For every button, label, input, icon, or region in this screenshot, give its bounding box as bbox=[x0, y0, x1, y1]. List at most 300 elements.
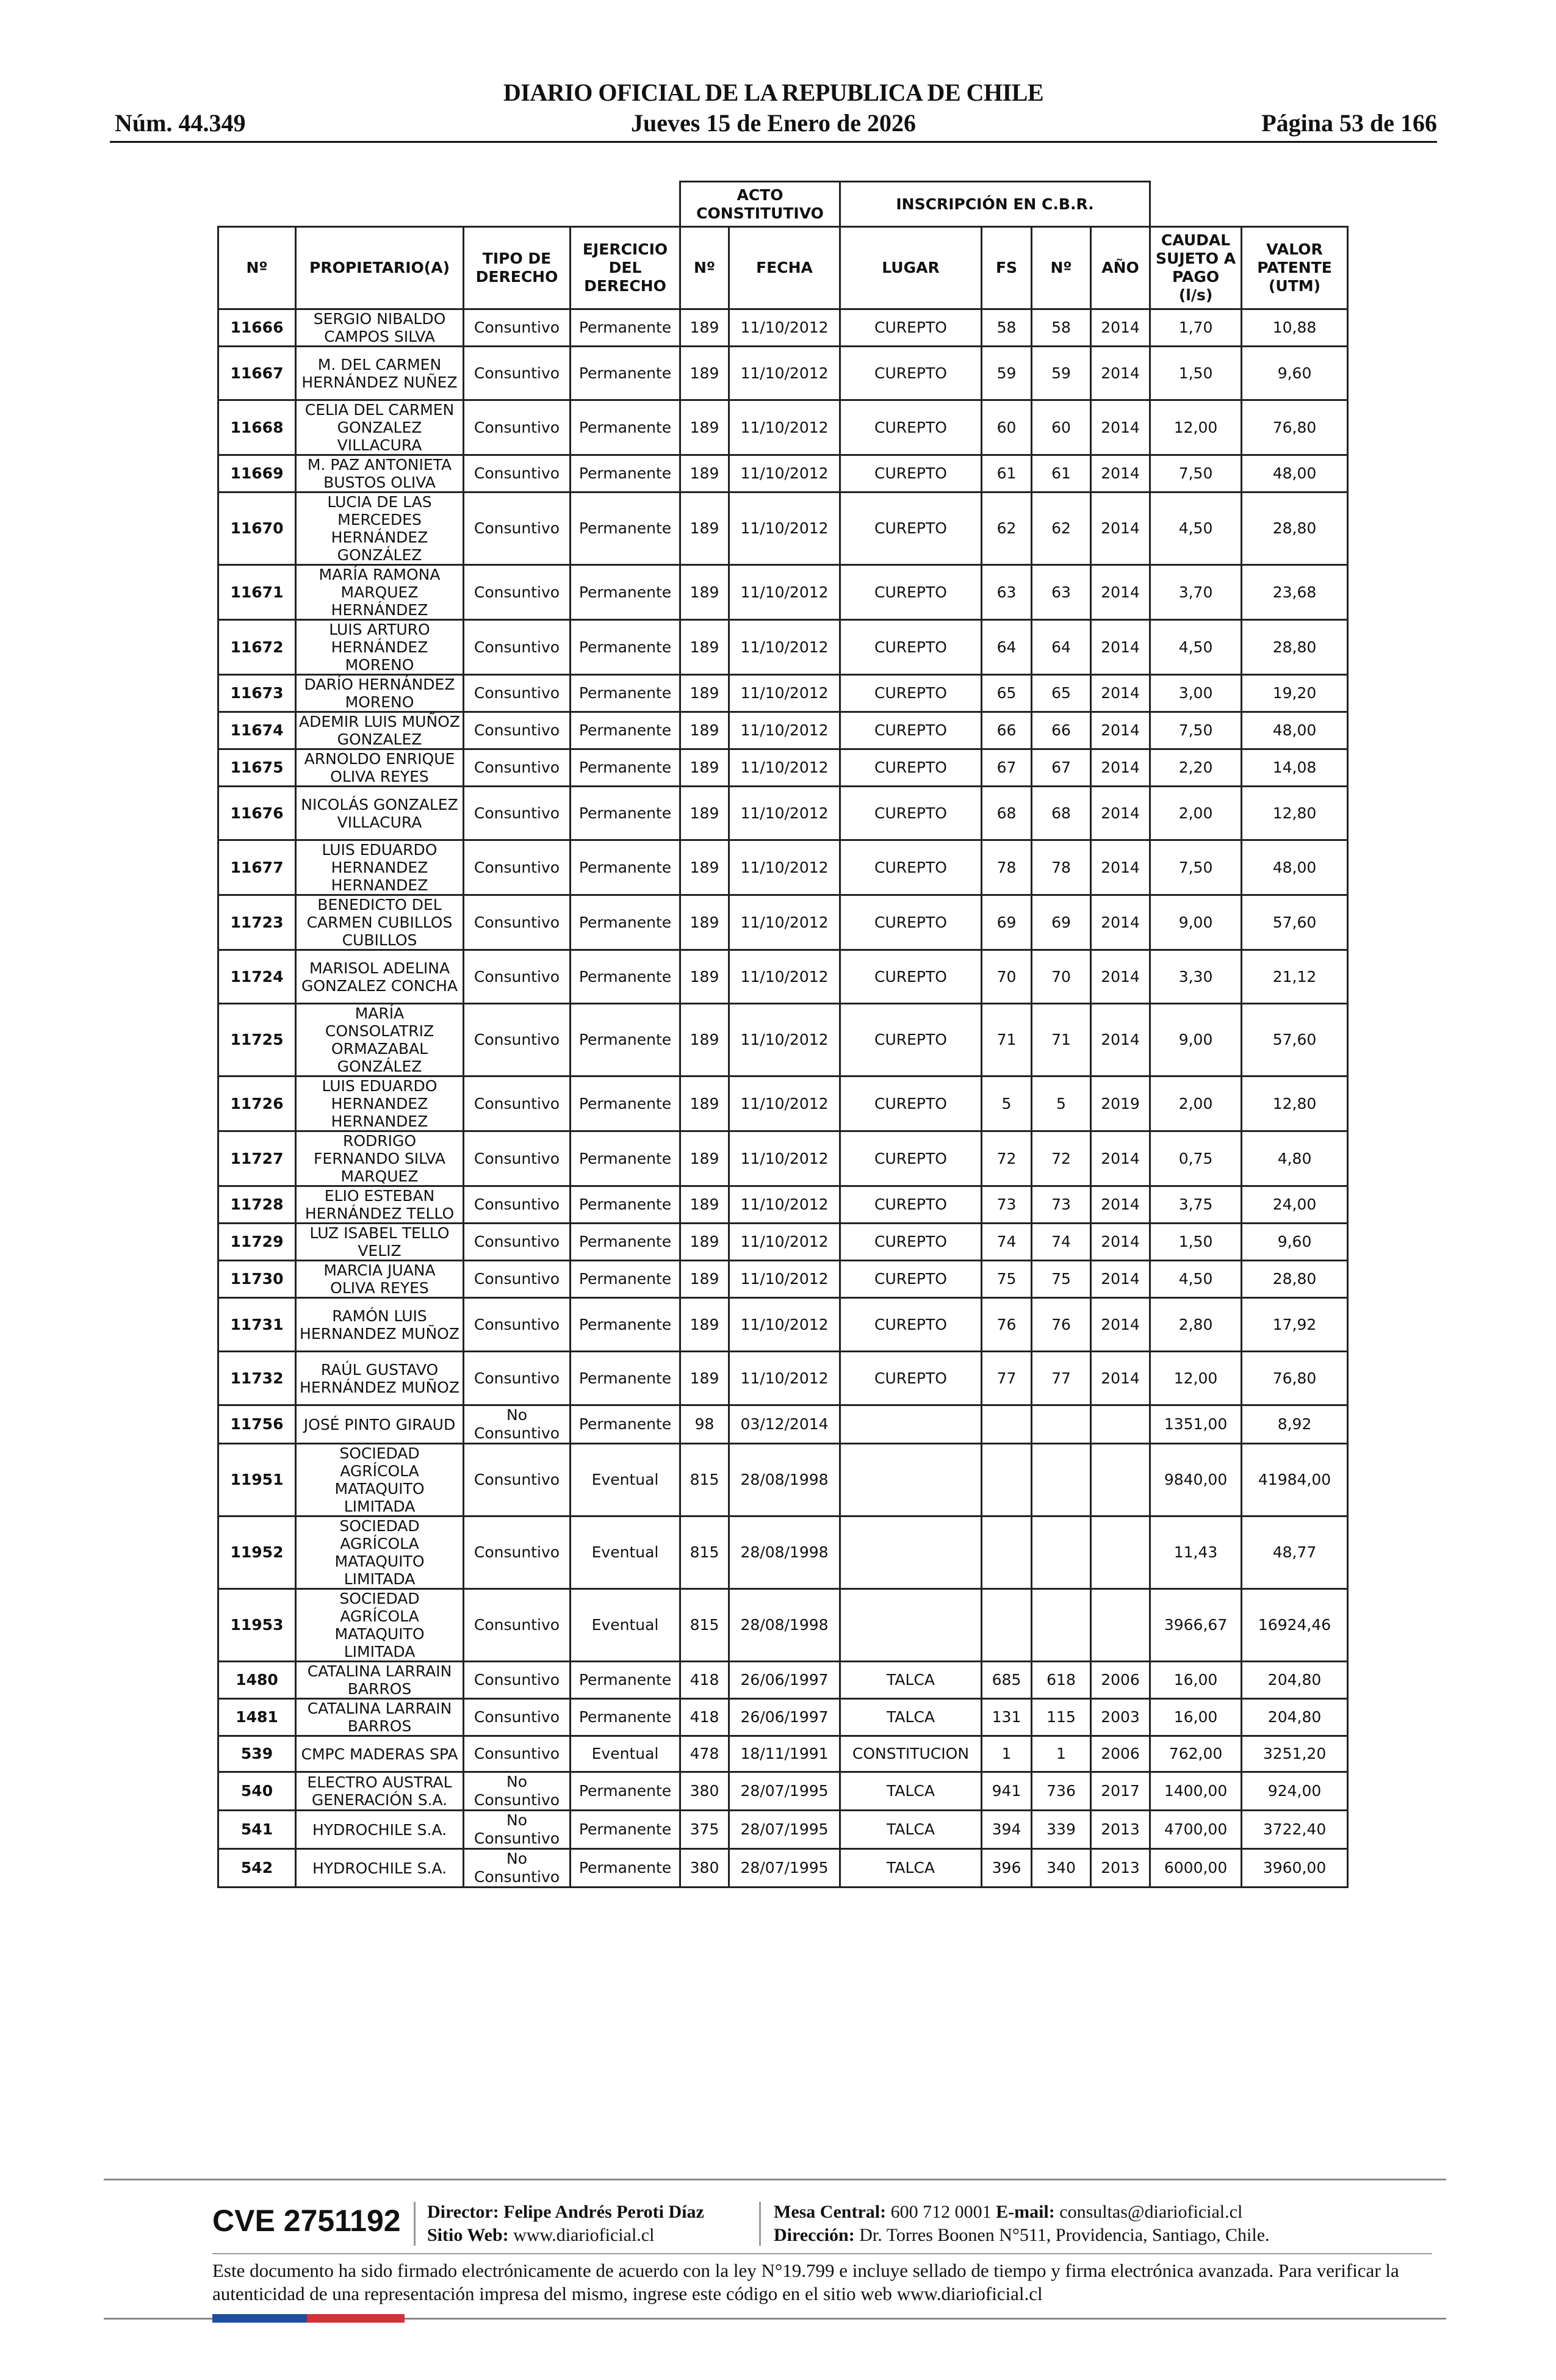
table-row bbox=[218, 1352, 1348, 1405]
cell-caudal: 16,00 bbox=[1150, 1662, 1242, 1699]
cell-fecha: 28/07/1995 bbox=[729, 1849, 840, 1888]
cell-anio: 2013 bbox=[1091, 1849, 1150, 1888]
cell-tipo: No Consuntivo bbox=[464, 1772, 571, 1811]
cell-lugar: CUREPTO bbox=[840, 895, 982, 950]
cell-tipo: Consuntivo bbox=[464, 787, 571, 840]
cell-fecha: 11/10/2012 bbox=[729, 1004, 840, 1076]
cell-lugar: CUREPTO bbox=[840, 1224, 982, 1261]
director-label: Director: bbox=[427, 2202, 499, 2222]
cell-acto-num: 189 bbox=[680, 749, 729, 787]
cell-caudal: 9840,00 bbox=[1150, 1444, 1242, 1516]
cell-anio: 2003 bbox=[1091, 1699, 1150, 1736]
cell-fs: 64 bbox=[982, 620, 1032, 675]
table-row bbox=[218, 1516, 1348, 1589]
cell-anio: 2014 bbox=[1091, 1186, 1150, 1224]
cell-ejercicio: Eventual bbox=[571, 1444, 680, 1516]
cell-fecha: 26/06/1997 bbox=[729, 1699, 840, 1736]
cell-ejercicio: Permanente bbox=[571, 1261, 680, 1298]
cell-tipo: Consuntivo bbox=[464, 1076, 571, 1131]
cell-ejercicio: Permanente bbox=[571, 1131, 680, 1186]
cell-propietario: NICOLÁS GONZALEZ VILLACURA bbox=[296, 787, 464, 840]
address-value: Dr. Torres Boonen N°511, Providencia, Santiago, Chile. bbox=[859, 2225, 1270, 2245]
cell-anio: 2019 bbox=[1091, 1076, 1150, 1131]
col-anio: AÑO bbox=[1091, 227, 1150, 309]
cell-ejercicio: Permanente bbox=[571, 565, 680, 620]
table-row bbox=[218, 1405, 1348, 1444]
cell-insc-num: 73 bbox=[1032, 1186, 1091, 1224]
cell-num: 11667 bbox=[218, 347, 296, 400]
cell-acto-num: 189 bbox=[680, 787, 729, 840]
cell-insc-num: 60 bbox=[1032, 400, 1091, 455]
cell-anio: 2014 bbox=[1091, 455, 1150, 492]
cell-fs: 60 bbox=[982, 400, 1032, 455]
cell-fs: 74 bbox=[982, 1224, 1032, 1261]
cell-anio: 2006 bbox=[1091, 1736, 1150, 1772]
cell-acto-num: 189 bbox=[680, 1004, 729, 1076]
cell-ejercicio: Permanente bbox=[571, 749, 680, 787]
cell-fecha: 11/10/2012 bbox=[729, 1076, 840, 1131]
cell-num: 11953 bbox=[218, 1589, 296, 1662]
cell-insc-num: 58 bbox=[1032, 309, 1091, 347]
cell-valor: 57,60 bbox=[1242, 895, 1348, 950]
cell-acto-num: 189 bbox=[680, 675, 729, 712]
cell-fecha: 11/10/2012 bbox=[729, 620, 840, 675]
cell-lugar: CUREPTO bbox=[840, 787, 982, 840]
cell-caudal: 1,70 bbox=[1150, 309, 1242, 347]
cell-num: 1481 bbox=[218, 1699, 296, 1736]
cell-fs: 65 bbox=[982, 675, 1032, 712]
cell-valor: 28,80 bbox=[1242, 620, 1348, 675]
cell-tipo: Consuntivo bbox=[464, 1444, 571, 1516]
cell-tipo: Consuntivo bbox=[464, 309, 571, 347]
cell-valor: 48,77 bbox=[1242, 1516, 1348, 1589]
cell-propietario: CATALINA LARRAIN BARROS bbox=[296, 1662, 464, 1699]
cell-tipo: No Consuntivo bbox=[464, 1811, 571, 1849]
cell-anio: 2014 bbox=[1091, 1004, 1150, 1076]
cell-fecha: 11/10/2012 bbox=[729, 400, 840, 455]
cell-lugar: CUREPTO bbox=[840, 1261, 982, 1298]
email-label: E-mail: bbox=[996, 2202, 1055, 2222]
cell-fs bbox=[982, 1444, 1032, 1516]
cell-propietario: MARCIA JUANA OLIVA REYES bbox=[296, 1261, 464, 1298]
cell-tipo: Consuntivo bbox=[464, 1699, 571, 1736]
cell-caudal: 2,20 bbox=[1150, 749, 1242, 787]
table-row bbox=[218, 840, 1348, 895]
cell-valor: 28,80 bbox=[1242, 1261, 1348, 1298]
table-row bbox=[218, 950, 1348, 1004]
cell-propietario: CMPC MADERAS SPA bbox=[296, 1736, 464, 1772]
cell-num: 542 bbox=[218, 1849, 296, 1888]
col-propietario: PROPIETARIO(A) bbox=[296, 227, 464, 309]
cell-insc-num bbox=[1032, 1405, 1091, 1444]
cell-acto-num: 189 bbox=[680, 1076, 729, 1131]
cell-fecha: 28/07/1995 bbox=[729, 1811, 840, 1849]
cell-anio: 2014 bbox=[1091, 1224, 1150, 1261]
cell-valor: 24,00 bbox=[1242, 1186, 1348, 1224]
cell-caudal: 16,00 bbox=[1150, 1699, 1242, 1736]
cell-valor: 21,12 bbox=[1242, 950, 1348, 1004]
cell-caudal: 4700,00 bbox=[1150, 1811, 1242, 1849]
cell-tipo: No Consuntivo bbox=[464, 1405, 571, 1444]
cell-tipo: Consuntivo bbox=[464, 1186, 571, 1224]
col-ejercicio: EJERCICIO DEL DERECHO bbox=[571, 227, 680, 309]
page-number: Página 53 de 166 bbox=[1261, 109, 1437, 137]
cell-fecha: 11/10/2012 bbox=[729, 787, 840, 840]
cell-tipo: Consuntivo bbox=[464, 1224, 571, 1261]
cell-anio: 2014 bbox=[1091, 620, 1150, 675]
inscripcion-header: INSCRIPCIÓN EN C.B.R. bbox=[840, 182, 1150, 227]
cell-lugar: CUREPTO bbox=[840, 565, 982, 620]
cell-fecha: 11/10/2012 bbox=[729, 347, 840, 400]
cell-insc-num: 618 bbox=[1032, 1662, 1091, 1699]
cell-caudal: 12,00 bbox=[1150, 400, 1242, 455]
water-rights-table bbox=[217, 181, 1349, 1888]
cell-insc-num: 74 bbox=[1032, 1224, 1091, 1261]
page-footer bbox=[104, 2179, 1446, 2331]
cell-anio: 2013 bbox=[1091, 1811, 1150, 1849]
cell-valor: 76,80 bbox=[1242, 400, 1348, 455]
cell-insc-num bbox=[1032, 1589, 1091, 1662]
cell-acto-num: 189 bbox=[680, 950, 729, 1004]
cell-ejercicio: Permanente bbox=[571, 1004, 680, 1076]
footer-rule-top bbox=[104, 2179, 1446, 2180]
cell-valor: 3722,40 bbox=[1242, 1811, 1348, 1849]
cell-propietario: HYDROCHILE S.A. bbox=[296, 1811, 464, 1849]
cell-anio: 2014 bbox=[1091, 1261, 1150, 1298]
cell-tipo: Consuntivo bbox=[464, 1736, 571, 1772]
cell-caudal: 3966,67 bbox=[1150, 1589, 1242, 1662]
cell-valor: 9,60 bbox=[1242, 347, 1348, 400]
cell-caudal: 7,50 bbox=[1150, 455, 1242, 492]
cell-fs: 76 bbox=[982, 1298, 1032, 1352]
table-row bbox=[218, 400, 1348, 455]
cell-tipo: Consuntivo bbox=[464, 455, 571, 492]
cell-acto-num: 189 bbox=[680, 309, 729, 347]
cell-caudal: 4,50 bbox=[1150, 620, 1242, 675]
cell-caudal: 1400,00 bbox=[1150, 1772, 1242, 1811]
cell-insc-num bbox=[1032, 1516, 1091, 1589]
cell-valor: 41984,00 bbox=[1242, 1444, 1348, 1516]
cell-caudal: 7,50 bbox=[1150, 840, 1242, 895]
cell-acto-num: 380 bbox=[680, 1849, 729, 1888]
table-row bbox=[218, 565, 1348, 620]
flag-stripe-red bbox=[307, 2314, 405, 2323]
cell-propietario: ELIO ESTEBAN HERNÁNDEZ TELLO bbox=[296, 1186, 464, 1224]
cell-num: 11730 bbox=[218, 1261, 296, 1298]
cell-ejercicio: Permanente bbox=[571, 1662, 680, 1699]
cell-anio: 2014 bbox=[1091, 1352, 1150, 1405]
cell-anio: 2014 bbox=[1091, 347, 1150, 400]
cell-acto-num: 815 bbox=[680, 1444, 729, 1516]
cell-valor: 9,60 bbox=[1242, 1224, 1348, 1261]
cell-fecha: 11/10/2012 bbox=[729, 1298, 840, 1352]
cell-caudal: 12,00 bbox=[1150, 1352, 1242, 1405]
footer-separator bbox=[414, 2202, 416, 2246]
cve-code: CVE 2751192 bbox=[212, 2204, 401, 2238]
table-row bbox=[218, 1589, 1348, 1662]
cell-propietario: DARÍO HERNÁNDEZ MORENO bbox=[296, 675, 464, 712]
header-spacer-right bbox=[1150, 182, 1348, 227]
cell-lugar: CUREPTO bbox=[840, 950, 982, 1004]
cell-tipo: Consuntivo bbox=[464, 950, 571, 1004]
cell-anio: 2014 bbox=[1091, 950, 1150, 1004]
cell-fecha: 18/11/1991 bbox=[729, 1736, 840, 1772]
cell-fecha: 11/10/2012 bbox=[729, 1224, 840, 1261]
cell-lugar: CUREPTO bbox=[840, 1004, 982, 1076]
cell-insc-num: 77 bbox=[1032, 1352, 1091, 1405]
cell-anio: 2014 bbox=[1091, 895, 1150, 950]
cell-num: 11723 bbox=[218, 895, 296, 950]
web-link[interactable]: www.diarioficial.cl bbox=[513, 2225, 655, 2245]
cell-caudal: 0,75 bbox=[1150, 1131, 1242, 1186]
cell-lugar: CUREPTO bbox=[840, 620, 982, 675]
page-header bbox=[110, 72, 1437, 145]
cell-tipo: Consuntivo bbox=[464, 712, 571, 749]
cell-propietario: BENEDICTO DEL CARMEN CUBILLOS CUBILLOS bbox=[296, 895, 464, 950]
cell-caudal: 1,50 bbox=[1150, 347, 1242, 400]
table-row bbox=[218, 787, 1348, 840]
cell-fs bbox=[982, 1516, 1032, 1589]
cell-propietario: MARISOL ADELINA GONZALEZ CONCHA bbox=[296, 950, 464, 1004]
cell-lugar bbox=[840, 1444, 982, 1516]
cell-insc-num: 65 bbox=[1032, 675, 1091, 712]
table-row bbox=[218, 895, 1348, 950]
cell-valor: 3251,20 bbox=[1242, 1736, 1348, 1772]
cell-ejercicio: Permanente bbox=[571, 712, 680, 749]
cell-ejercicio: Permanente bbox=[571, 492, 680, 565]
cell-num: 11670 bbox=[218, 492, 296, 565]
cell-fs: 78 bbox=[982, 840, 1032, 895]
cell-insc-num: 64 bbox=[1032, 620, 1091, 675]
cell-num: 11756 bbox=[218, 1405, 296, 1444]
cell-ejercicio: Permanente bbox=[571, 1076, 680, 1131]
cell-num: 11725 bbox=[218, 1004, 296, 1076]
cell-propietario: CATALINA LARRAIN BARROS bbox=[296, 1699, 464, 1736]
cell-fecha: 11/10/2012 bbox=[729, 675, 840, 712]
cell-insc-num: 69 bbox=[1032, 895, 1091, 950]
cell-acto-num: 189 bbox=[680, 712, 729, 749]
header-spacer bbox=[218, 182, 680, 227]
group-header-row bbox=[218, 182, 1348, 227]
cell-lugar: CUREPTO bbox=[840, 712, 982, 749]
email-link[interactable]: consultas@diarioficial.cl bbox=[1059, 2202, 1243, 2222]
cell-anio bbox=[1091, 1405, 1150, 1444]
col-tipo-derecho: TIPO DE DERECHO bbox=[464, 227, 571, 309]
cell-fs: 68 bbox=[982, 787, 1032, 840]
cell-insc-num: 62 bbox=[1032, 492, 1091, 565]
cell-anio: 2014 bbox=[1091, 787, 1150, 840]
cell-lugar: CUREPTO bbox=[840, 309, 982, 347]
cell-ejercicio: Permanente bbox=[571, 1849, 680, 1888]
cell-num: 541 bbox=[218, 1811, 296, 1849]
cell-ejercicio: Permanente bbox=[571, 895, 680, 950]
cell-fs: 63 bbox=[982, 565, 1032, 620]
cell-acto-num: 189 bbox=[680, 400, 729, 455]
cell-valor: 12,80 bbox=[1242, 1076, 1348, 1131]
cell-fecha: 11/10/2012 bbox=[729, 565, 840, 620]
cell-propietario: ELECTRO AUSTRAL GENERACIÓN S.A. bbox=[296, 1772, 464, 1811]
col-fecha: FECHA bbox=[729, 227, 840, 309]
cell-insc-num: 5 bbox=[1032, 1076, 1091, 1131]
cell-insc-num: 59 bbox=[1032, 347, 1091, 400]
table-row bbox=[218, 1261, 1348, 1298]
cell-fecha: 28/08/1998 bbox=[729, 1444, 840, 1516]
cell-fecha: 26/06/1997 bbox=[729, 1662, 840, 1699]
cell-fs: 73 bbox=[982, 1186, 1032, 1224]
cell-fecha: 11/10/2012 bbox=[729, 492, 840, 565]
footer-rule-mid bbox=[212, 2253, 1432, 2254]
cell-anio: 2014 bbox=[1091, 712, 1150, 749]
cell-tipo: No Consuntivo bbox=[464, 1849, 571, 1888]
cell-acto-num: 380 bbox=[680, 1772, 729, 1811]
cell-valor: 48,00 bbox=[1242, 455, 1348, 492]
cell-tipo: Consuntivo bbox=[464, 1131, 571, 1186]
cell-fecha: 11/10/2012 bbox=[729, 749, 840, 787]
cell-valor: 17,92 bbox=[1242, 1298, 1348, 1352]
cell-num: 11676 bbox=[218, 787, 296, 840]
cell-propietario: LUIS ARTURO HERNÁNDEZ MORENO bbox=[296, 620, 464, 675]
table-row bbox=[218, 712, 1348, 749]
cell-lugar: CUREPTO bbox=[840, 347, 982, 400]
cell-anio: 2014 bbox=[1091, 400, 1150, 455]
cell-num: 1480 bbox=[218, 1662, 296, 1699]
cell-tipo: Consuntivo bbox=[464, 1261, 571, 1298]
cell-fs: 70 bbox=[982, 950, 1032, 1004]
cell-lugar: CUREPTO bbox=[840, 1298, 982, 1352]
cell-num: 11671 bbox=[218, 565, 296, 620]
cell-caudal: 7,50 bbox=[1150, 712, 1242, 749]
cell-num: 11673 bbox=[218, 675, 296, 712]
cell-propietario: LUIS EDUARDO HERNANDEZ HERNANDEZ bbox=[296, 1076, 464, 1131]
col-caudal: CAUDAL SUJETO A PAGO (l/s) bbox=[1150, 227, 1242, 309]
cell-tipo: Consuntivo bbox=[464, 620, 571, 675]
cell-caudal: 2,80 bbox=[1150, 1298, 1242, 1352]
cell-tipo: Consuntivo bbox=[464, 565, 571, 620]
cell-lugar: CUREPTO bbox=[840, 455, 982, 492]
col-num: Nº bbox=[218, 227, 296, 309]
cell-acto-num: 189 bbox=[680, 840, 729, 895]
table-row bbox=[218, 1811, 1348, 1849]
cell-propietario: JOSÉ PINTO GIRAUD bbox=[296, 1405, 464, 1444]
cell-acto-num: 189 bbox=[680, 565, 729, 620]
cell-tipo: Consuntivo bbox=[464, 1298, 571, 1352]
cell-valor: 12,80 bbox=[1242, 787, 1348, 840]
table-row bbox=[218, 309, 1348, 347]
cell-fecha: 11/10/2012 bbox=[729, 950, 840, 1004]
cell-fs: 5 bbox=[982, 1076, 1032, 1131]
cell-valor: 10,88 bbox=[1242, 309, 1348, 347]
cell-acto-num: 189 bbox=[680, 1186, 729, 1224]
cell-acto-num: 189 bbox=[680, 1224, 729, 1261]
cell-insc-num: 61 bbox=[1032, 455, 1091, 492]
cell-valor: 924,00 bbox=[1242, 1772, 1348, 1811]
cell-fs: 131 bbox=[982, 1699, 1032, 1736]
table-row bbox=[218, 1186, 1348, 1224]
cell-insc-num: 340 bbox=[1032, 1849, 1091, 1888]
issue-number: Núm. 44.349 bbox=[115, 109, 246, 137]
cell-lugar: CUREPTO bbox=[840, 400, 982, 455]
cell-caudal: 1,50 bbox=[1150, 1224, 1242, 1261]
cell-fs: 394 bbox=[982, 1811, 1032, 1849]
cell-tipo: Consuntivo bbox=[464, 1004, 571, 1076]
cell-ejercicio: Permanente bbox=[571, 400, 680, 455]
cell-propietario: ADEMIR LUIS MUÑOZ GONZALEZ bbox=[296, 712, 464, 749]
cell-insc-num: 71 bbox=[1032, 1004, 1091, 1076]
table-row bbox=[218, 620, 1348, 675]
table-row bbox=[218, 1736, 1348, 1772]
flag-stripe-blue bbox=[212, 2314, 307, 2323]
cell-valor: 3960,00 bbox=[1242, 1849, 1348, 1888]
table-row bbox=[218, 492, 1348, 565]
cell-fs: 59 bbox=[982, 347, 1032, 400]
cell-num: 11668 bbox=[218, 400, 296, 455]
cell-lugar bbox=[840, 1589, 982, 1662]
col-valor-patente: VALOR PATENTE (UTM) bbox=[1242, 227, 1348, 309]
cell-num: 11677 bbox=[218, 840, 296, 895]
cell-ejercicio: Permanente bbox=[571, 1224, 680, 1261]
cell-ejercicio: Permanente bbox=[571, 675, 680, 712]
cell-fs: 67 bbox=[982, 749, 1032, 787]
cell-valor: 4,80 bbox=[1242, 1131, 1348, 1186]
publication-title: DIARIO OFICIAL DE LA REPUBLICA DE CHILE bbox=[503, 79, 1044, 106]
table-row bbox=[218, 1298, 1348, 1352]
cell-ejercicio: Permanente bbox=[571, 1186, 680, 1224]
table-row bbox=[218, 1444, 1348, 1516]
cell-fecha: 11/10/2012 bbox=[729, 309, 840, 347]
cell-valor: 28,80 bbox=[1242, 492, 1348, 565]
director-block bbox=[427, 2201, 704, 2247]
cell-acto-num: 418 bbox=[680, 1699, 729, 1736]
cell-ejercicio: Permanente bbox=[571, 1298, 680, 1352]
cell-fecha: 11/10/2012 bbox=[729, 1352, 840, 1405]
cell-fs: 396 bbox=[982, 1849, 1032, 1888]
web-label: Sitio Web: bbox=[427, 2225, 509, 2245]
cell-lugar: CUREPTO bbox=[840, 675, 982, 712]
cell-caudal: 762,00 bbox=[1150, 1736, 1242, 1772]
cell-caudal: 4,50 bbox=[1150, 492, 1242, 565]
cell-propietario: MARÍA RAMONA MARQUEZ HERNÁNDEZ bbox=[296, 565, 464, 620]
cell-lugar: CUREPTO bbox=[840, 1186, 982, 1224]
cell-lugar: CUREPTO bbox=[840, 492, 982, 565]
table-row bbox=[218, 1772, 1348, 1811]
cell-propietario: SOCIEDAD AGRÍCOLA MATAQUITO LIMITADA bbox=[296, 1444, 464, 1516]
cell-lugar: CUREPTO bbox=[840, 1131, 982, 1186]
cell-fs: 72 bbox=[982, 1131, 1032, 1186]
cell-ejercicio: Permanente bbox=[571, 347, 680, 400]
cell-tipo: Consuntivo bbox=[464, 492, 571, 565]
cell-fs: 66 bbox=[982, 712, 1032, 749]
cell-propietario: LUCIA DE LAS MERCEDES HERNÁNDEZ GONZÁLEZ bbox=[296, 492, 464, 565]
cell-num: 11951 bbox=[218, 1444, 296, 1516]
cell-valor: 76,80 bbox=[1242, 1352, 1348, 1405]
cell-fecha: 11/10/2012 bbox=[729, 712, 840, 749]
cell-num: 11724 bbox=[218, 950, 296, 1004]
cell-fs bbox=[982, 1589, 1032, 1662]
table-row bbox=[218, 1662, 1348, 1699]
cell-propietario: LUZ ISABEL TELLO VELIZ bbox=[296, 1224, 464, 1261]
header-rule bbox=[110, 141, 1437, 143]
cell-fs: 941 bbox=[982, 1772, 1032, 1811]
cell-fs: 61 bbox=[982, 455, 1032, 492]
cell-ejercicio: Permanente bbox=[571, 1405, 680, 1444]
cell-valor: 204,80 bbox=[1242, 1662, 1348, 1699]
cell-fecha: 03/12/2014 bbox=[729, 1405, 840, 1444]
cell-anio bbox=[1091, 1516, 1150, 1589]
cell-fs: 77 bbox=[982, 1352, 1032, 1405]
cell-lugar: TALCA bbox=[840, 1662, 982, 1699]
cell-lugar: CUREPTO bbox=[840, 749, 982, 787]
cell-insc-num: 72 bbox=[1032, 1131, 1091, 1186]
